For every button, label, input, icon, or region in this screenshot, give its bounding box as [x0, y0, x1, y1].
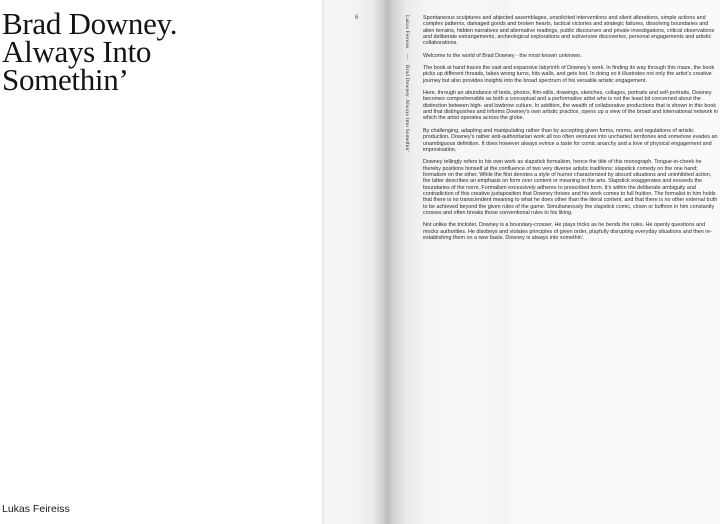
running-head-separator: —: [404, 53, 410, 60]
running-head-title: Brad Downey. Always Into Somethin’: [404, 64, 410, 153]
page-number: 6: [355, 15, 359, 21]
paragraph: By challenging, adapting and manipulating rather than by accepting given forms, norms, and regulations of artistic production, Downey’s rather anti-authoritarian work all too often ventures into uncharted territories and somehow evades an unambiguous definition. It does however always evince a taste for comic anarchy and a love of physical engagement and improvisation.: [423, 127, 718, 153]
running-head-author: Lukas Feireiss: [404, 15, 410, 49]
paragraph: The book at hand traces the vast and expansive labyrinth of Downey’s work. In finding its way through this maze, the book picks up different threads, takes wrong turns, hits walls, and gets lost. In doing so it illustrates not only the artist’s creative journey but also provides insights into the broad spectrum of his versatile artistic engagement.: [423, 65, 715, 84]
left-page: [0, 0, 324, 524]
title-line-2: Always Into: [2, 34, 152, 69]
title-line-3: Somethin’: [2, 62, 129, 97]
paragraph: Welcome to the world of Brad Downey - the most known unknown.: [423, 52, 582, 59]
title-line-1: Brad Downey.: [2, 6, 178, 41]
essay-body: [423, 15, 719, 247]
paragraph: Here, through an abundance of texts, photos, film-stills, drawings, sketches, collages, portraits and self-portraits, Downey becomes comprehensible as both a conceptual and a performative artist who is not the least bit concerned about the distinction between high- and lowbrow culture. In addition, the wealth of collaborative productions that is shown in this book and that distinguishes and informs Downey’s own artistic practice, opens up a view of the broad and international network in which the artist operates across the globe.: [423, 90, 719, 122]
author-name: Lukas Feireiss: [2, 503, 70, 515]
paragraph: Downey tellingly refers to his own work as slapstick formalism, hence the title of this monograph. Tongue-in-cheek he thereby positions himself at the confluence of two very diverse artistic traditions: slapstick comedy on the one hand; formalism on the other. While the first denotes a style of humor characterized by absurd situations and uninhibited action, the latter describes an emphasis on form over content or meaning in the arts. Slapstick exaggerates and exceeds the boundaries of the norm. Formalism excessively adheres to prescribed form. It’s within the deliberate ambiguity and contradiction of this creative juxtaposition that Downey thrives and his work comes to full fruition. The formalist in him holds that there is no transcendent meaning to what he does other than the literal content, and that there is no other external truth to be achieved beyond the given rules of the game. Simultaneously the slapstick comic, clown or buffoon in him constantly crosses and often breaks those conventional rules to his liking.: [423, 159, 718, 216]
paragraph: Spontaneous sculptures and abjected assemblages, unsolicited interventions and silent alterations, simple actions and complex patterns, damaged goods and broken hearts, tactical victories and strategic failures, dissolving boundaries and alien terrains, hidden narratives and alternative readings, public discourses and private investigations, critical observations and deliberate estrangements, archeological explorations and subversive discoveries, personal engagements and artistic collaborations.: [423, 15, 715, 47]
running-head: [404, 15, 410, 152]
book-title: [2, 6, 178, 97]
paragraph: Not unlike the trickster, Downey is a boundary-crosser. He plays tricks as he bends the rules. He openly questions and mocks authorities. He disobeys and violates principles of given order, playfully disrupting everyday situations and then re-establishing them on a new basis. Downey is always into somethin’.: [423, 222, 712, 241]
